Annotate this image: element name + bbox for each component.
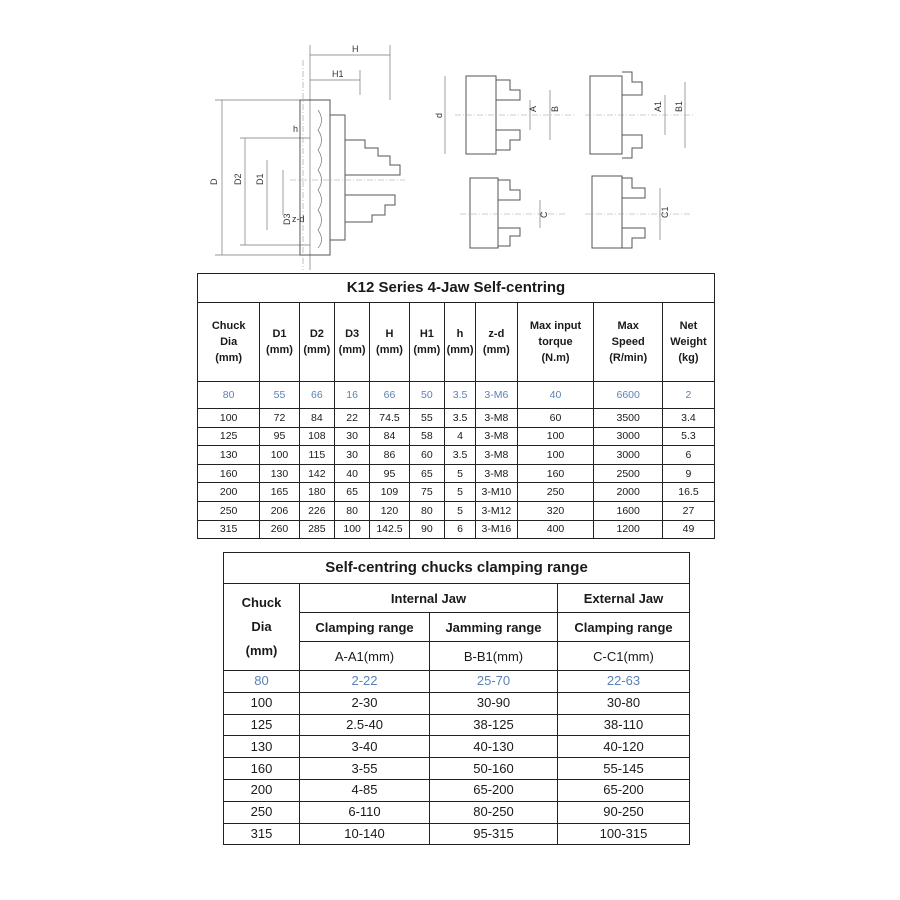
unit-c-c1: C-C1(mm) <box>558 642 690 671</box>
spec-header-cell <box>409 303 444 382</box>
spec-table-body <box>198 382 715 539</box>
spec-table-header-row <box>198 303 715 382</box>
table-row <box>224 801 690 823</box>
spec-header-line: (N.m) <box>541 352 570 364</box>
drawing-svg <box>0 0 900 275</box>
table-cell: 120 <box>370 501 409 520</box>
spec-table-title: K12 Series 4-Jaw Self-centring <box>198 274 715 303</box>
table-cell: 285 <box>299 520 334 539</box>
table-cell: 100 <box>517 427 594 446</box>
chuck-side-view <box>209 44 405 270</box>
table-cell: 2 <box>662 382 714 409</box>
table-cell: 3-M8 <box>476 427 518 446</box>
spec-header-line: (mm) <box>266 344 293 356</box>
internal-jaw-view <box>434 76 575 154</box>
unit-a-a1: A-A1(mm) <box>300 642 430 671</box>
clamp-chuck-header-line: Dia <box>251 619 272 634</box>
table-cell: 40-120 <box>558 736 690 758</box>
table-cell: 40 <box>334 464 369 483</box>
table-cell: 55-145 <box>558 758 690 780</box>
table-cell: 16 <box>334 382 369 409</box>
table-cell: 50 <box>409 382 444 409</box>
spec-header-cell <box>594 303 663 382</box>
table-cell: 95 <box>370 464 409 483</box>
table-cell: 250 <box>198 501 260 520</box>
table-cell: 5 <box>444 483 475 502</box>
table-cell: 226 <box>299 501 334 520</box>
label-c: C <box>539 211 549 218</box>
table-cell: 75 <box>409 483 444 502</box>
spec-header-cell <box>517 303 594 382</box>
table-cell: 65-200 <box>430 779 558 801</box>
external-jaw-header: External Jaw <box>558 584 690 613</box>
label-a1: A1 <box>653 100 663 112</box>
table-cell: 3-M8 <box>476 464 518 483</box>
table-cell: 9 <box>662 464 714 483</box>
table-cell: 3.5 <box>444 446 475 465</box>
table-cell: 200 <box>224 779 300 801</box>
internal-jaw-view-2 <box>585 72 695 158</box>
label-h1: H1 <box>332 69 344 79</box>
table-cell: 115 <box>299 446 334 465</box>
table-cell: 80-250 <box>430 801 558 823</box>
label-d: D <box>209 178 219 185</box>
table-cell: 3-M10 <box>476 483 518 502</box>
table-cell: 6-110 <box>300 801 430 823</box>
table-cell: 66 <box>370 382 409 409</box>
table-cell: 100 <box>224 692 300 714</box>
table-cell: 40-130 <box>430 736 558 758</box>
table-cell: 4 <box>444 427 475 446</box>
table-row <box>198 427 715 446</box>
table-cell: 3500 <box>594 409 663 428</box>
table-cell: 130 <box>260 464 299 483</box>
table-cell: 125 <box>224 714 300 736</box>
table-cell: 30 <box>334 446 369 465</box>
table-cell: 80 <box>198 382 260 409</box>
table-cell: 55 <box>260 382 299 409</box>
table-cell: 6 <box>662 446 714 465</box>
table-row <box>198 464 715 483</box>
clamp-table <box>223 552 690 845</box>
spec-header-line: D2 <box>309 328 324 340</box>
spec-header-line: Speed <box>611 336 645 348</box>
spec-header-line: torque <box>538 336 573 348</box>
clamp-chuck-header <box>224 584 300 671</box>
table-cell: 3-55 <box>300 758 430 780</box>
label-d1: D1 <box>255 173 265 185</box>
table-cell: 250 <box>224 801 300 823</box>
spec-header-line: Chuck <box>211 320 246 332</box>
table-cell: 10-140 <box>300 823 430 845</box>
external-clamping-range-header: Clamping range <box>558 613 690 642</box>
spec-header-cell <box>370 303 409 382</box>
table-row <box>198 446 715 465</box>
table-cell: 125 <box>198 427 260 446</box>
table-cell: 25-70 <box>430 671 558 693</box>
spec-header-cell <box>444 303 475 382</box>
table-cell: 80 <box>334 501 369 520</box>
clamp-table-body <box>224 671 690 845</box>
table-cell: 22 <box>334 409 369 428</box>
table-cell: 2500 <box>594 464 663 483</box>
table-cell: 49 <box>662 520 714 539</box>
spec-table <box>197 273 715 539</box>
table-cell: 100-315 <box>558 823 690 845</box>
table-cell: 84 <box>299 409 334 428</box>
table-row <box>198 520 715 539</box>
spec-header-line: Net <box>679 320 698 332</box>
technical-drawings <box>0 0 900 275</box>
table-cell: 1600 <box>594 501 663 520</box>
table-cell: 30 <box>334 427 369 446</box>
table-cell: 160 <box>517 464 594 483</box>
table-cell: 65 <box>409 464 444 483</box>
table-cell: 2-30 <box>300 692 430 714</box>
table-cell: 160 <box>198 464 260 483</box>
table-cell: 27 <box>662 501 714 520</box>
table-cell: 95 <box>260 427 299 446</box>
table-cell: 180 <box>299 483 334 502</box>
table-cell: 250 <box>517 483 594 502</box>
spec-header-line: H <box>385 328 394 340</box>
label-a: A <box>528 105 538 112</box>
table-cell: 65 <box>334 483 369 502</box>
external-jaw-view <box>460 178 565 248</box>
table-cell: 1200 <box>594 520 663 539</box>
label-zd: z-d <box>292 214 305 224</box>
table-cell: 3.5 <box>444 382 475 409</box>
label-b: B <box>550 105 560 112</box>
table-cell: 100 <box>198 409 260 428</box>
table-cell: 38-110 <box>558 714 690 736</box>
table-row <box>198 382 715 409</box>
table-cell: 160 <box>224 758 300 780</box>
table-cell: 80 <box>224 671 300 693</box>
table-cell: 74.5 <box>370 409 409 428</box>
spec-header-line: (mm) <box>376 344 403 356</box>
spec-header-line: Dia <box>220 336 238 348</box>
internal-jaw-header: Internal Jaw <box>300 584 558 613</box>
spec-header-line: H1 <box>419 328 434 340</box>
table-cell: 2000 <box>594 483 663 502</box>
clamp-table-title: Self-centring chucks clamping range <box>224 553 690 584</box>
table-row <box>224 692 690 714</box>
spec-header-line: (mm) <box>303 344 331 356</box>
table-cell: 55 <box>409 409 444 428</box>
table-cell: 5 <box>444 464 475 483</box>
spec-header-cell <box>198 303 260 382</box>
spec-header-line: Max <box>617 320 639 332</box>
clamping-range-header: Clamping range <box>300 613 430 642</box>
table-cell: 200 <box>198 483 260 502</box>
table-cell: 260 <box>260 520 299 539</box>
table-row <box>224 779 690 801</box>
spec-header-line: h <box>456 328 464 340</box>
table-cell: 142 <box>299 464 334 483</box>
table-cell: 3-M12 <box>476 501 518 520</box>
table-cell: 100 <box>334 520 369 539</box>
table-cell: 400 <box>517 520 594 539</box>
clamp-chuck-header-line: Chuck <box>241 595 282 610</box>
spec-header-line: Max input <box>529 320 582 332</box>
table-cell: 66 <box>299 382 334 409</box>
table-cell: 3-M6 <box>476 382 518 409</box>
table-cell: 16.5 <box>662 483 714 502</box>
table-row <box>198 501 715 520</box>
spec-header-cell <box>662 303 714 382</box>
table-cell: 100 <box>260 446 299 465</box>
table-cell: 4-85 <box>300 779 430 801</box>
spec-header-line: Weight <box>670 336 707 348</box>
table-cell: 3000 <box>594 446 663 465</box>
spec-header-cell <box>334 303 369 382</box>
table-cell: 6600 <box>594 382 663 409</box>
label-c1: C1 <box>660 206 670 218</box>
table-cell: 3.4 <box>662 409 714 428</box>
table-cell: 90-250 <box>558 801 690 823</box>
table-cell: 2-22 <box>300 671 430 693</box>
table-cell: 5.3 <box>662 427 714 446</box>
table-cell: 3000 <box>594 427 663 446</box>
spec-header-line: (mm) <box>413 344 441 356</box>
table-cell: 109 <box>370 483 409 502</box>
spec-header-line: z-d <box>488 328 505 340</box>
table-row <box>224 671 690 693</box>
table-cell: 30-80 <box>558 692 690 714</box>
table-cell: 65-200 <box>558 779 690 801</box>
table-row <box>198 409 715 428</box>
table-cell: 60 <box>517 409 594 428</box>
external-jaw-view-2 <box>585 176 690 248</box>
table-cell: 315 <box>224 823 300 845</box>
label-small-d: d <box>434 112 444 118</box>
table-row <box>224 758 690 780</box>
table-cell: 30-90 <box>430 692 558 714</box>
table-cell: 3-40 <box>300 736 430 758</box>
table-cell: 60 <box>409 446 444 465</box>
label-d3: D3 <box>282 213 292 225</box>
table-cell: 58 <box>409 427 444 446</box>
table-cell: 142.5 <box>370 520 409 539</box>
spec-header-cell <box>260 303 299 382</box>
label-b1: B1 <box>674 100 684 112</box>
table-cell: 6 <box>444 520 475 539</box>
table-cell: 3-M8 <box>476 446 518 465</box>
table-cell: 86 <box>370 446 409 465</box>
spec-header-line: (mm) <box>482 344 510 356</box>
table-cell: 315 <box>198 520 260 539</box>
table-cell: 80 <box>409 501 444 520</box>
table-row <box>224 714 690 736</box>
label-h: H <box>352 44 359 54</box>
table-cell: 3-M8 <box>476 409 518 428</box>
spec-header-line: (mm) <box>446 344 474 356</box>
spec-header-line: (mm) <box>215 352 243 364</box>
table-cell: 5 <box>444 501 475 520</box>
table-cell: 100 <box>517 446 594 465</box>
table-cell: 40 <box>517 382 594 409</box>
table-cell: 90 <box>409 520 444 539</box>
spec-header-line: (mm) <box>338 344 366 356</box>
table-cell: 50-160 <box>430 758 558 780</box>
table-row <box>224 823 690 845</box>
unit-b-b1: B-B1(mm) <box>430 642 558 671</box>
spec-header-cell <box>299 303 334 382</box>
jamming-range-header: Jamming range <box>430 613 558 642</box>
spec-header-cell <box>476 303 518 382</box>
table-row <box>198 483 715 502</box>
table-cell: 72 <box>260 409 299 428</box>
table-cell: 130 <box>224 736 300 758</box>
table-cell: 206 <box>260 501 299 520</box>
table-cell: 130 <box>198 446 260 465</box>
table-cell: 2.5-40 <box>300 714 430 736</box>
table-cell: 3-M16 <box>476 520 518 539</box>
table-cell: 320 <box>517 501 594 520</box>
table-cell: 38-125 <box>430 714 558 736</box>
spec-header-line: (R/min) <box>609 352 648 364</box>
table-cell: 3.5 <box>444 409 475 428</box>
label-small-h: h <box>293 124 299 134</box>
table-cell: 108 <box>299 427 334 446</box>
table-cell: 22-63 <box>558 671 690 693</box>
table-cell: 84 <box>370 427 409 446</box>
table-cell: 95-315 <box>430 823 558 845</box>
table-cell: 165 <box>260 483 299 502</box>
spec-header-line: D3 <box>345 328 360 340</box>
spec-header-line: (kg) <box>678 352 699 364</box>
spec-header-line: D1 <box>272 328 287 340</box>
clamp-chuck-header-line: (mm) <box>245 643 278 658</box>
table-row <box>224 736 690 758</box>
label-d2: D2 <box>233 173 243 185</box>
